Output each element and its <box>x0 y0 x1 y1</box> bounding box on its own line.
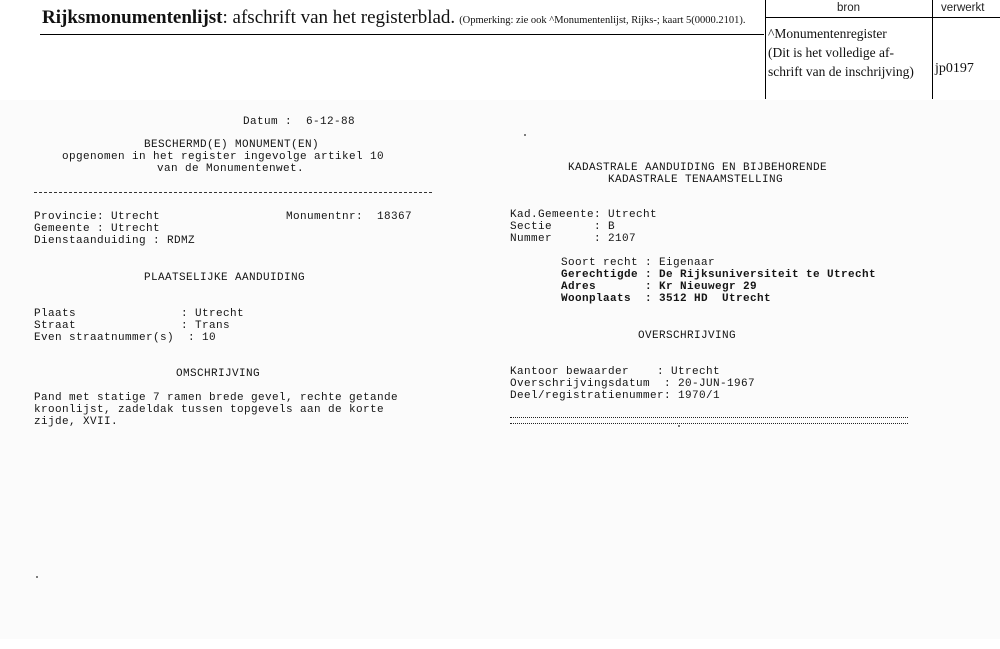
gerechtigde-field: Gerechtigde : De Rijksuniversiteit te Utrecht <box>561 269 877 281</box>
straatnummer-field: Even straatnummer(s) : 10 <box>34 332 217 344</box>
gemeente-field: Gemeente : Utrecht <box>34 223 161 235</box>
omschrijving-heading: OMSCHRIJVING <box>176 368 261 380</box>
bron-value <box>768 24 938 81</box>
sectie-field: Sectie : B <box>510 221 616 233</box>
overschrijving-heading: OVERSCHRIJVING <box>638 330 737 342</box>
heading-monumentenwet: van de Monumentenwet. <box>157 163 305 175</box>
adres-field: Adres : Kr Nieuwegr 29 <box>561 281 758 293</box>
bron-line: schrift van de inschrijving) <box>768 64 914 79</box>
meta-header-rule <box>765 17 1000 18</box>
scan-speck <box>524 134 526 136</box>
omschrijving-line: zijde, XVII. <box>34 416 119 428</box>
soort-recht-field: Soort recht : Eigenaar <box>561 257 716 269</box>
heading-beschermd: BESCHERMD(E) MONUMENT(EN) <box>144 139 320 151</box>
bron-header: bron <box>837 2 861 14</box>
scanned-register-page <box>0 100 1000 639</box>
deel-registratienummer-field: Deel/registratienummer: 1970/1 <box>510 390 721 402</box>
straat-field: Straat : Trans <box>34 320 231 332</box>
monumentnr-field: Monumentnr: 18367 <box>286 211 413 223</box>
omschrijving-line: kroonlijst, zadeldak tussen topgevels aan de korte <box>34 404 385 416</box>
title-underline <box>40 34 764 35</box>
nummer-field: Nummer : 2107 <box>510 233 637 245</box>
scan-speck <box>36 576 38 578</box>
document-title <box>42 7 746 29</box>
provincie-field: Provincie: Utrecht <box>34 211 161 223</box>
meta-table <box>765 0 1000 99</box>
verwerkt-value: jp0197 <box>935 61 974 76</box>
title-remark: (Opmerking: zie ook ^Monumentenlijst, Rijks-; kaart 5(0000.2101). <box>459 15 746 26</box>
bron-line: ^Monumentenregister <box>768 26 887 41</box>
title-register-name: Rijksmonumentenlijst <box>42 7 223 28</box>
scan-speck <box>678 425 680 427</box>
datum-line: Datum : 6-12-88 <box>243 116 356 128</box>
title-subtitle: : afschrift van het registerblad. <box>222 7 456 28</box>
omschrijving-line: Pand met statige 7 ramen brede gevel, rechte getande <box>34 392 399 404</box>
double-rule-separator <box>510 417 908 424</box>
dashed-separator <box>34 192 432 193</box>
meta-left-border <box>765 0 766 99</box>
plaatselijke-aanduiding-heading: PLAATSELIJKE AANDUIDING <box>144 272 306 284</box>
bron-line: (Dit is het volledige af- <box>768 45 894 60</box>
header-strip <box>0 0 1000 100</box>
verwerkt-header: verwerkt <box>941 2 985 14</box>
kadastrale-heading-2: KADASTRALE TENAAMSTELLING <box>608 174 784 186</box>
kantoor-bewaarder-field: Kantoor bewaarder : Utrecht <box>510 366 721 378</box>
heading-opgenomen: opgenomen in het register ingevolge artikel 10 <box>62 151 385 163</box>
kad-gemeente-field: Kad.Gemeente: Utrecht <box>510 209 658 221</box>
overschrijvingsdatum-field: Overschrijvingsdatum : 20-JUN-1967 <box>510 378 756 390</box>
kadastrale-heading-1: KADASTRALE AANDUIDING EN BIJBEHORENDE <box>568 162 828 174</box>
woonplaats-field: Woonplaats : 3512 HD Utrecht <box>561 293 772 305</box>
plaats-field: Plaats : Utrecht <box>34 308 245 320</box>
dienstaanduiding-field: Dienstaanduiding : RDMZ <box>34 235 196 247</box>
